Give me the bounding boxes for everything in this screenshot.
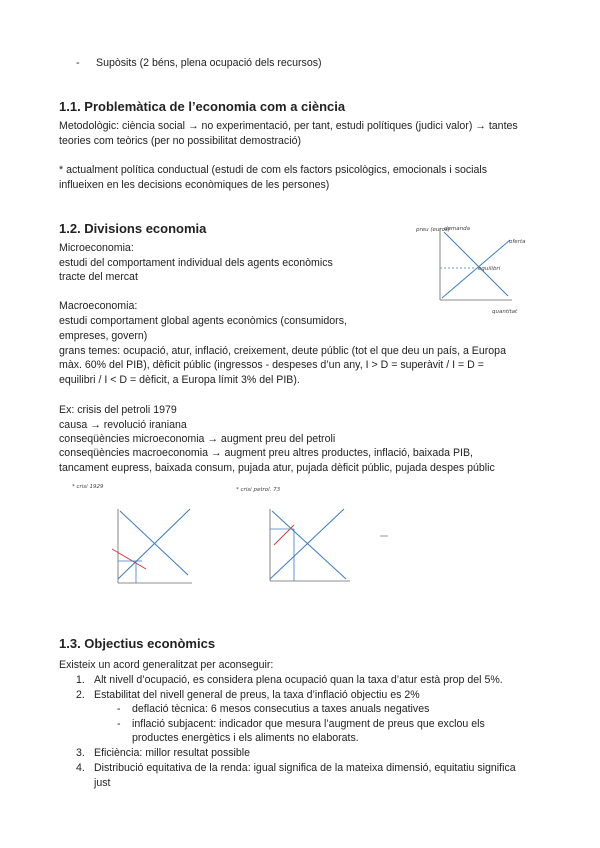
subitem-text-cont: productes energètics i els aliments no elaborats. (132, 732, 359, 744)
sketch-demand-label: demanda (444, 226, 470, 232)
s11-paragraph-1-line-1: Metodològic: ciència social → no experimentació, per tant, estudi polítiques (judici valor) → tantes (59, 120, 518, 132)
crisis-73-label: * crisi petrol. 73 (236, 487, 281, 493)
objective-item-cont: just (94, 777, 111, 789)
example-line-1: Ex: crisis del petroli 1979 (59, 404, 177, 416)
subitem-text: deflació tècnica: 6 mesos consecutius a taxes anuals negatives (132, 703, 430, 715)
objective-number: 4. (76, 762, 85, 774)
assumptions-text: Supòsits (2 béns, plena ocupació dels recursos) (96, 57, 322, 69)
sketch-eq-label: equilibri (478, 266, 501, 272)
example-line-4: conseqüències macroeconomia → augment preu altres productes, inflació, baixada PIB, (59, 447, 473, 459)
crisis-1929-label: * crisi 1929 (72, 484, 104, 490)
micro-line-2: tracte del mercat (59, 271, 138, 283)
sketch-y-label: preu (euros) (416, 227, 451, 233)
objective-number: 2. (76, 689, 85, 701)
subitem-marker: - (117, 703, 121, 715)
objectives-intro: Existeix un acord generalitzat per aconseguir: (59, 659, 274, 671)
example-line-2: causa → revolució iraniana (59, 419, 187, 431)
crisis-1929-sketch (62, 495, 232, 615)
section-1-2-title: 1.2. Divisions economia (59, 221, 207, 236)
micro-title: Microeconomia: (59, 242, 134, 254)
s11-paragraph-2-line-2: influeixen en les decisions econòmiques de les persones) (59, 179, 330, 191)
macro-line-1: estudi comportament global agents econòmics (consumidors, (59, 315, 347, 327)
supply-demand-sketch (412, 222, 552, 322)
objective-item: Estabilitat del nivell general de preus, la taxa d’inflació objectiu es 2% (94, 689, 420, 701)
sketch-x-label: quantitat (492, 309, 518, 315)
objective-item: Distribució equitativa de la renda: igual significa de la mateixa dimensió, equitatiu significa (94, 762, 516, 774)
s11-paragraph-1-line-2: teories com teòrics (per no possibilitat demostració) (59, 135, 301, 147)
subitem-marker: - (117, 718, 121, 730)
objective-item: Alt nivell d’ocupació, es considera plena ocupació quan la taxa d’atur està prop del 5%. (94, 674, 503, 686)
crisis-73-sketch (250, 495, 500, 615)
objective-item: Eficiència: millor resultat possible (94, 747, 251, 759)
macro-line-3: grans temes: ocupació, atur, inflació, creixement, deute públic (tot el que deu un país, a Europa (59, 345, 506, 357)
section-1-3-title: 1.3. Objectius econòmics (59, 636, 216, 651)
macro-title: Macroeconomia: (59, 300, 138, 312)
objective-number: 1. (76, 674, 85, 686)
macro-line-5: equilibri / I < D = dèficit, a Europa límit 3% del PIB). (59, 374, 300, 386)
bullet-marker: - (76, 57, 80, 69)
micro-line-1: estudi del comportament individual dels agents econòmics (59, 257, 333, 269)
subitem-text: inflació subjacent: indicador que mesura l’augment de preus que exclou els (132, 718, 485, 730)
example-line-5: tancament eupress, baixada consum, pujada atur, pujada dèficit públic, pujada despes públic (59, 462, 495, 474)
section-1-1-title: 1.1. Problemàtica de l’economia com a ciència (59, 99, 346, 114)
objective-number: 3. (76, 747, 85, 759)
sketch-supply-label: oferta (509, 239, 526, 245)
example-line-3: conseqüències microeconomia → augment preu del petroli (59, 433, 336, 445)
s11-paragraph-2-line-1: * actualment política conductual (estudi de com els factors psicològics, emocionals i socials (59, 164, 488, 176)
macro-line-4: màx. 60% del PIB), dèficit públic (ingressos - despeses d’un any, I > D = superàvit / I = D = (59, 359, 484, 371)
macro-line-2: empreses, govern) (59, 330, 148, 342)
